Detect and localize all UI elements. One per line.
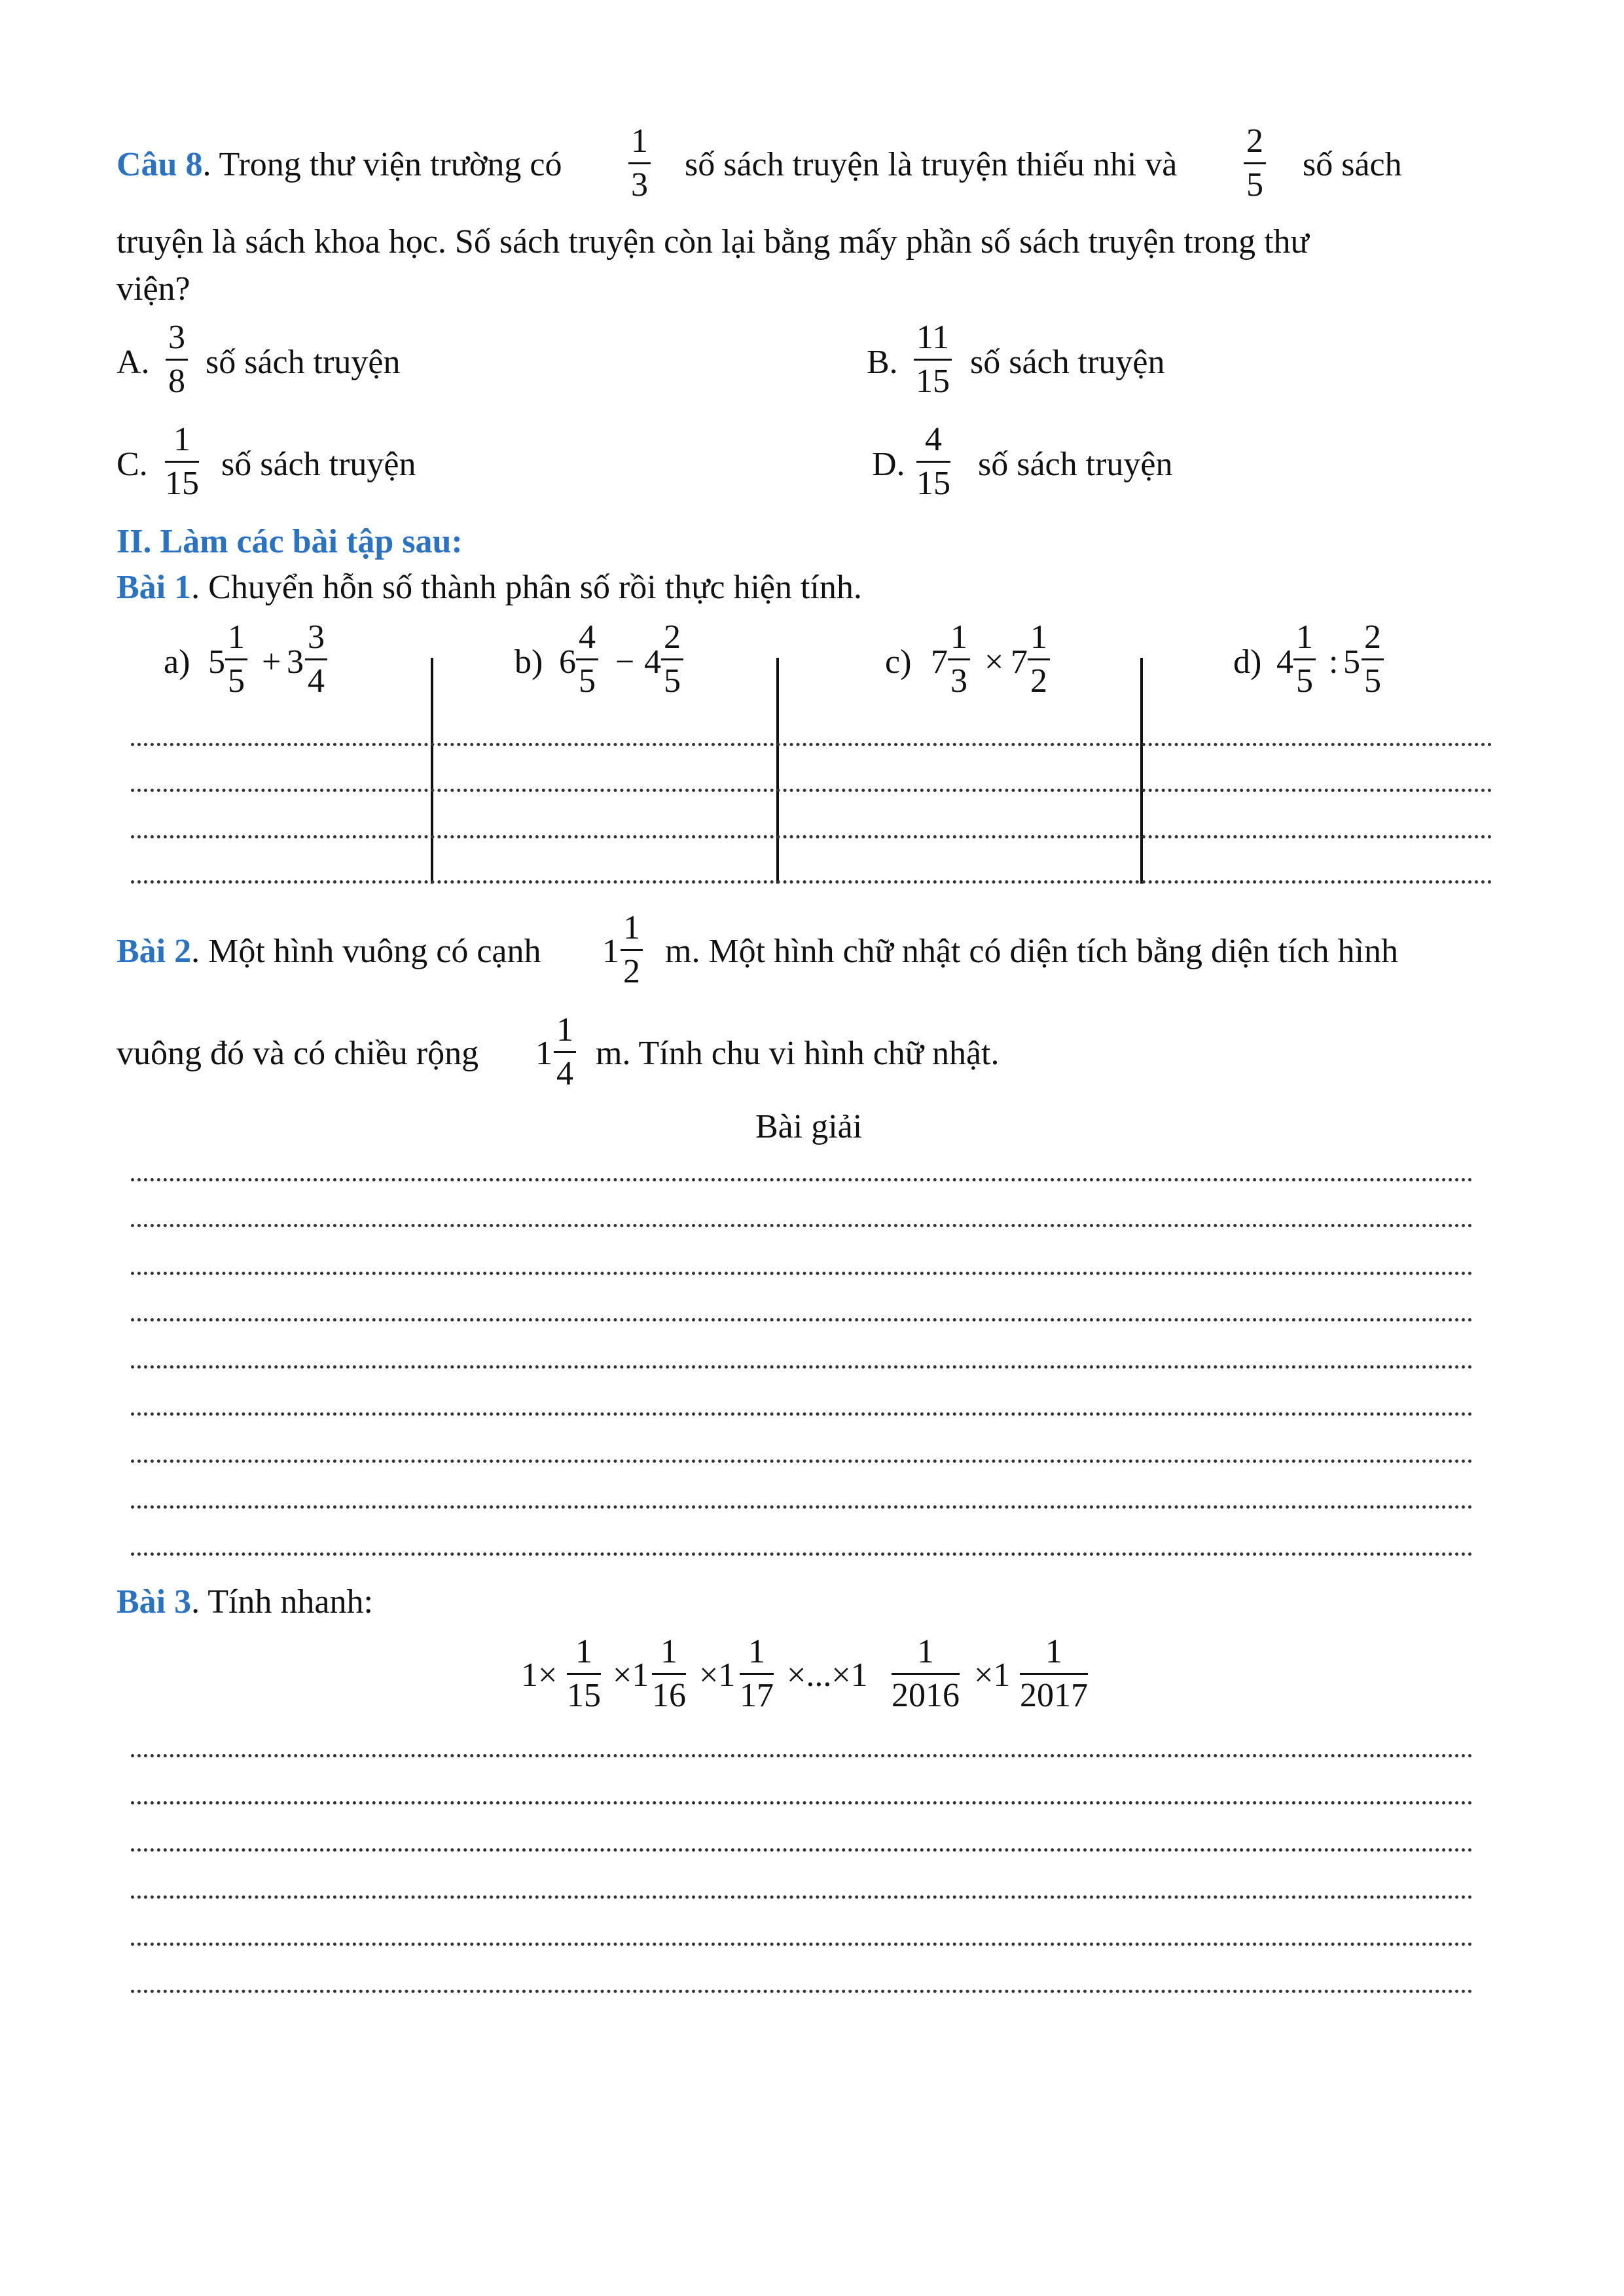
exercise-3-heading bbox=[117, 1583, 373, 1622]
option-a-letter[interactable]: A. bbox=[117, 344, 150, 381]
exercise-1b-operator: − bbox=[615, 643, 635, 681]
exercise-1b-frac-1: $\frac{4}{5}$ bbox=[576, 620, 598, 698]
column-divider-3 bbox=[1140, 658, 1143, 884]
exercise-1a-frac-1: $\frac{1}{5}$ bbox=[225, 620, 247, 698]
exercise-3-answer-line[interactable] bbox=[131, 1895, 1473, 1899]
exercise-1b-frac-2: $\frac{2}{5}$ bbox=[661, 620, 683, 698]
exercise-2-text-part2: m. Một hình chữ nhật có diện tích bằng diện tích hình bbox=[665, 933, 1398, 970]
exercise-2-answer-line[interactable] bbox=[131, 1224, 1473, 1227]
exercise-1d-frac-1: $\frac{1}{5}$ bbox=[1293, 620, 1316, 698]
expr-term-2: ×1 bbox=[613, 1657, 649, 1694]
option-c-fraction: $\frac{1}{15}$ bbox=[165, 421, 199, 502]
column-divider-1 bbox=[431, 658, 433, 884]
exercise-1c-frac-1: $\frac{1}{3}$ bbox=[948, 620, 970, 698]
exercise-1d-whole-2: 5 bbox=[1343, 643, 1360, 681]
exercise-1-answer-line[interactable] bbox=[131, 835, 1492, 838]
expr-fraction-2017: $\frac{1}{2017}$ bbox=[1020, 1633, 1088, 1714]
exercise-2-answer-line[interactable] bbox=[131, 1272, 1473, 1275]
exercise-2-line2a: vuông đó và có chiều rộng bbox=[117, 1035, 479, 1072]
option-b-letter[interactable]: B. bbox=[867, 344, 898, 381]
column-divider-2 bbox=[776, 658, 779, 884]
question-8-text-part2: số sách truyện là truyện thiếu nhi và bbox=[685, 146, 1178, 183]
option-d-text: số sách truyện bbox=[978, 446, 1173, 483]
expr-fraction-2016: $\frac{1}{2016}$ bbox=[892, 1633, 960, 1714]
expr-term-4: ×...×1 bbox=[787, 1657, 868, 1694]
exercise-2-answer-line[interactable] bbox=[131, 1460, 1473, 1463]
question-8-label: Câu 8 bbox=[117, 146, 203, 183]
question-8-line3: viện? bbox=[117, 270, 190, 308]
option-b-fraction: $\frac{11}{15}$ bbox=[914, 321, 952, 399]
exercise-1d-whole-1: 4 bbox=[1276, 643, 1293, 681]
exercise-1c-frac-2: $\frac{1}{2}$ bbox=[1028, 620, 1050, 698]
expr-fraction-15: $\frac{1}{15}$ bbox=[567, 1633, 601, 1714]
exercise-3-answer-line[interactable] bbox=[131, 1943, 1473, 1946]
exercise-2-mix1-whole: 1 bbox=[602, 933, 619, 970]
exercise-3-text: . Tính nhanh: bbox=[191, 1583, 373, 1621]
section-2-title: II. Làm các bài tập sau: bbox=[117, 523, 463, 560]
exercise-2-label: Bài 2 bbox=[117, 933, 192, 970]
exercise-2-mix2-whole: 1 bbox=[535, 1035, 552, 1072]
question-8-line2: truyện là sách khoa học. Số sách truyện còn lại bằng mấy phần số sách truyện trong thư bbox=[117, 223, 1309, 260]
solution-heading: Bài giải bbox=[755, 1108, 863, 1145]
question-8-text-part3: số sách bbox=[1303, 146, 1402, 183]
exercise-1-label: Bài 1 bbox=[117, 569, 192, 606]
exercise-2-text-part1: . Một hình vuông có cạnh bbox=[191, 933, 541, 970]
exercise-3-answer-line[interactable] bbox=[131, 1754, 1473, 1757]
expr-term-1: 1× bbox=[521, 1657, 558, 1694]
exercise-2-answer-line[interactable] bbox=[131, 1365, 1473, 1369]
exercise-1-answer-line[interactable] bbox=[131, 789, 1492, 792]
exercise-2-mix1-fraction: $\frac{1}{2}$ bbox=[621, 911, 643, 989]
exercise-1-text: . Chuyển hỗn số thành phân số rồi thực hiện tính. bbox=[191, 569, 862, 606]
exercise-1b-label: b) bbox=[514, 643, 543, 681]
expr-fraction-16: $\frac{1}{16}$ bbox=[652, 1633, 686, 1714]
option-d-letter[interactable]: D. bbox=[872, 446, 905, 483]
exercise-1a-operator: + bbox=[262, 643, 281, 681]
exercise-1-heading bbox=[117, 568, 862, 607]
exercise-1c-whole-2: 7 bbox=[1011, 643, 1028, 681]
exercise-1b-whole-1: 6 bbox=[559, 643, 576, 681]
exercise-1a-whole-1: 5 bbox=[208, 643, 225, 681]
exercise-3-answer-line[interactable] bbox=[131, 1990, 1473, 1993]
exercise-1a-frac-2: $\frac{3}{4}$ bbox=[305, 620, 327, 698]
exercise-1-answer-line[interactable] bbox=[131, 880, 1492, 884]
exercise-1d-label: d) bbox=[1233, 643, 1262, 681]
option-a-fraction: $\frac{3}{8}$ bbox=[166, 321, 188, 399]
exercise-1a-whole-2: 3 bbox=[287, 643, 304, 681]
exercise-2-answer-line[interactable] bbox=[131, 1412, 1473, 1416]
expr-term-5: ×1 bbox=[974, 1657, 1011, 1694]
question-8-line1 bbox=[117, 145, 562, 185]
exercise-1c-label: c) bbox=[885, 643, 912, 681]
question-8-text-part1: . Trong thư viện trường có bbox=[202, 146, 562, 183]
exercise-2-answer-line[interactable] bbox=[131, 1552, 1473, 1556]
exercise-1b-whole-2: 4 bbox=[644, 643, 661, 681]
option-c-letter[interactable]: C. bbox=[117, 446, 148, 483]
option-c-text: số sách truyện bbox=[221, 446, 416, 483]
q8-fraction-1: $\frac{1}{3}$ bbox=[628, 124, 651, 202]
exercise-1d-operator: : bbox=[1329, 643, 1339, 681]
exercise-2-answer-line[interactable] bbox=[131, 1318, 1473, 1321]
exercise-2-mix2-fraction: $\frac{1}{4}$ bbox=[554, 1013, 576, 1091]
exercise-2-answer-line[interactable] bbox=[131, 1178, 1473, 1181]
exercise-3-answer-line[interactable] bbox=[131, 1848, 1473, 1852]
expr-fraction-17: $\frac{1}{17}$ bbox=[740, 1633, 774, 1714]
exercise-1d-frac-2: $\frac{2}{5}$ bbox=[1362, 620, 1384, 698]
exercise-2-answer-line[interactable] bbox=[131, 1505, 1473, 1509]
exercise-2-line2b: m. Tính chu vi hình chữ nhật. bbox=[596, 1035, 1000, 1072]
exercise-1a-label: a) bbox=[164, 643, 190, 681]
expr-term-3: ×1 bbox=[699, 1657, 736, 1694]
exercise-3-label: Bài 3 bbox=[117, 1583, 192, 1621]
option-a-text: số sách truyện bbox=[206, 344, 401, 381]
exercise-1c-whole-1: 7 bbox=[931, 643, 948, 681]
exercise-1c-operator: × bbox=[984, 643, 1004, 681]
exercise-1-answer-line[interactable] bbox=[131, 743, 1492, 746]
exercise-3-answer-line[interactable] bbox=[131, 1801, 1473, 1804]
q8-fraction-2: $\frac{2}{5}$ bbox=[1244, 124, 1266, 202]
option-d-fraction: $\frac{4}{15}$ bbox=[916, 421, 950, 502]
exercise-2-line1 bbox=[117, 932, 541, 971]
option-b-text: số sách truyện bbox=[970, 344, 1165, 381]
